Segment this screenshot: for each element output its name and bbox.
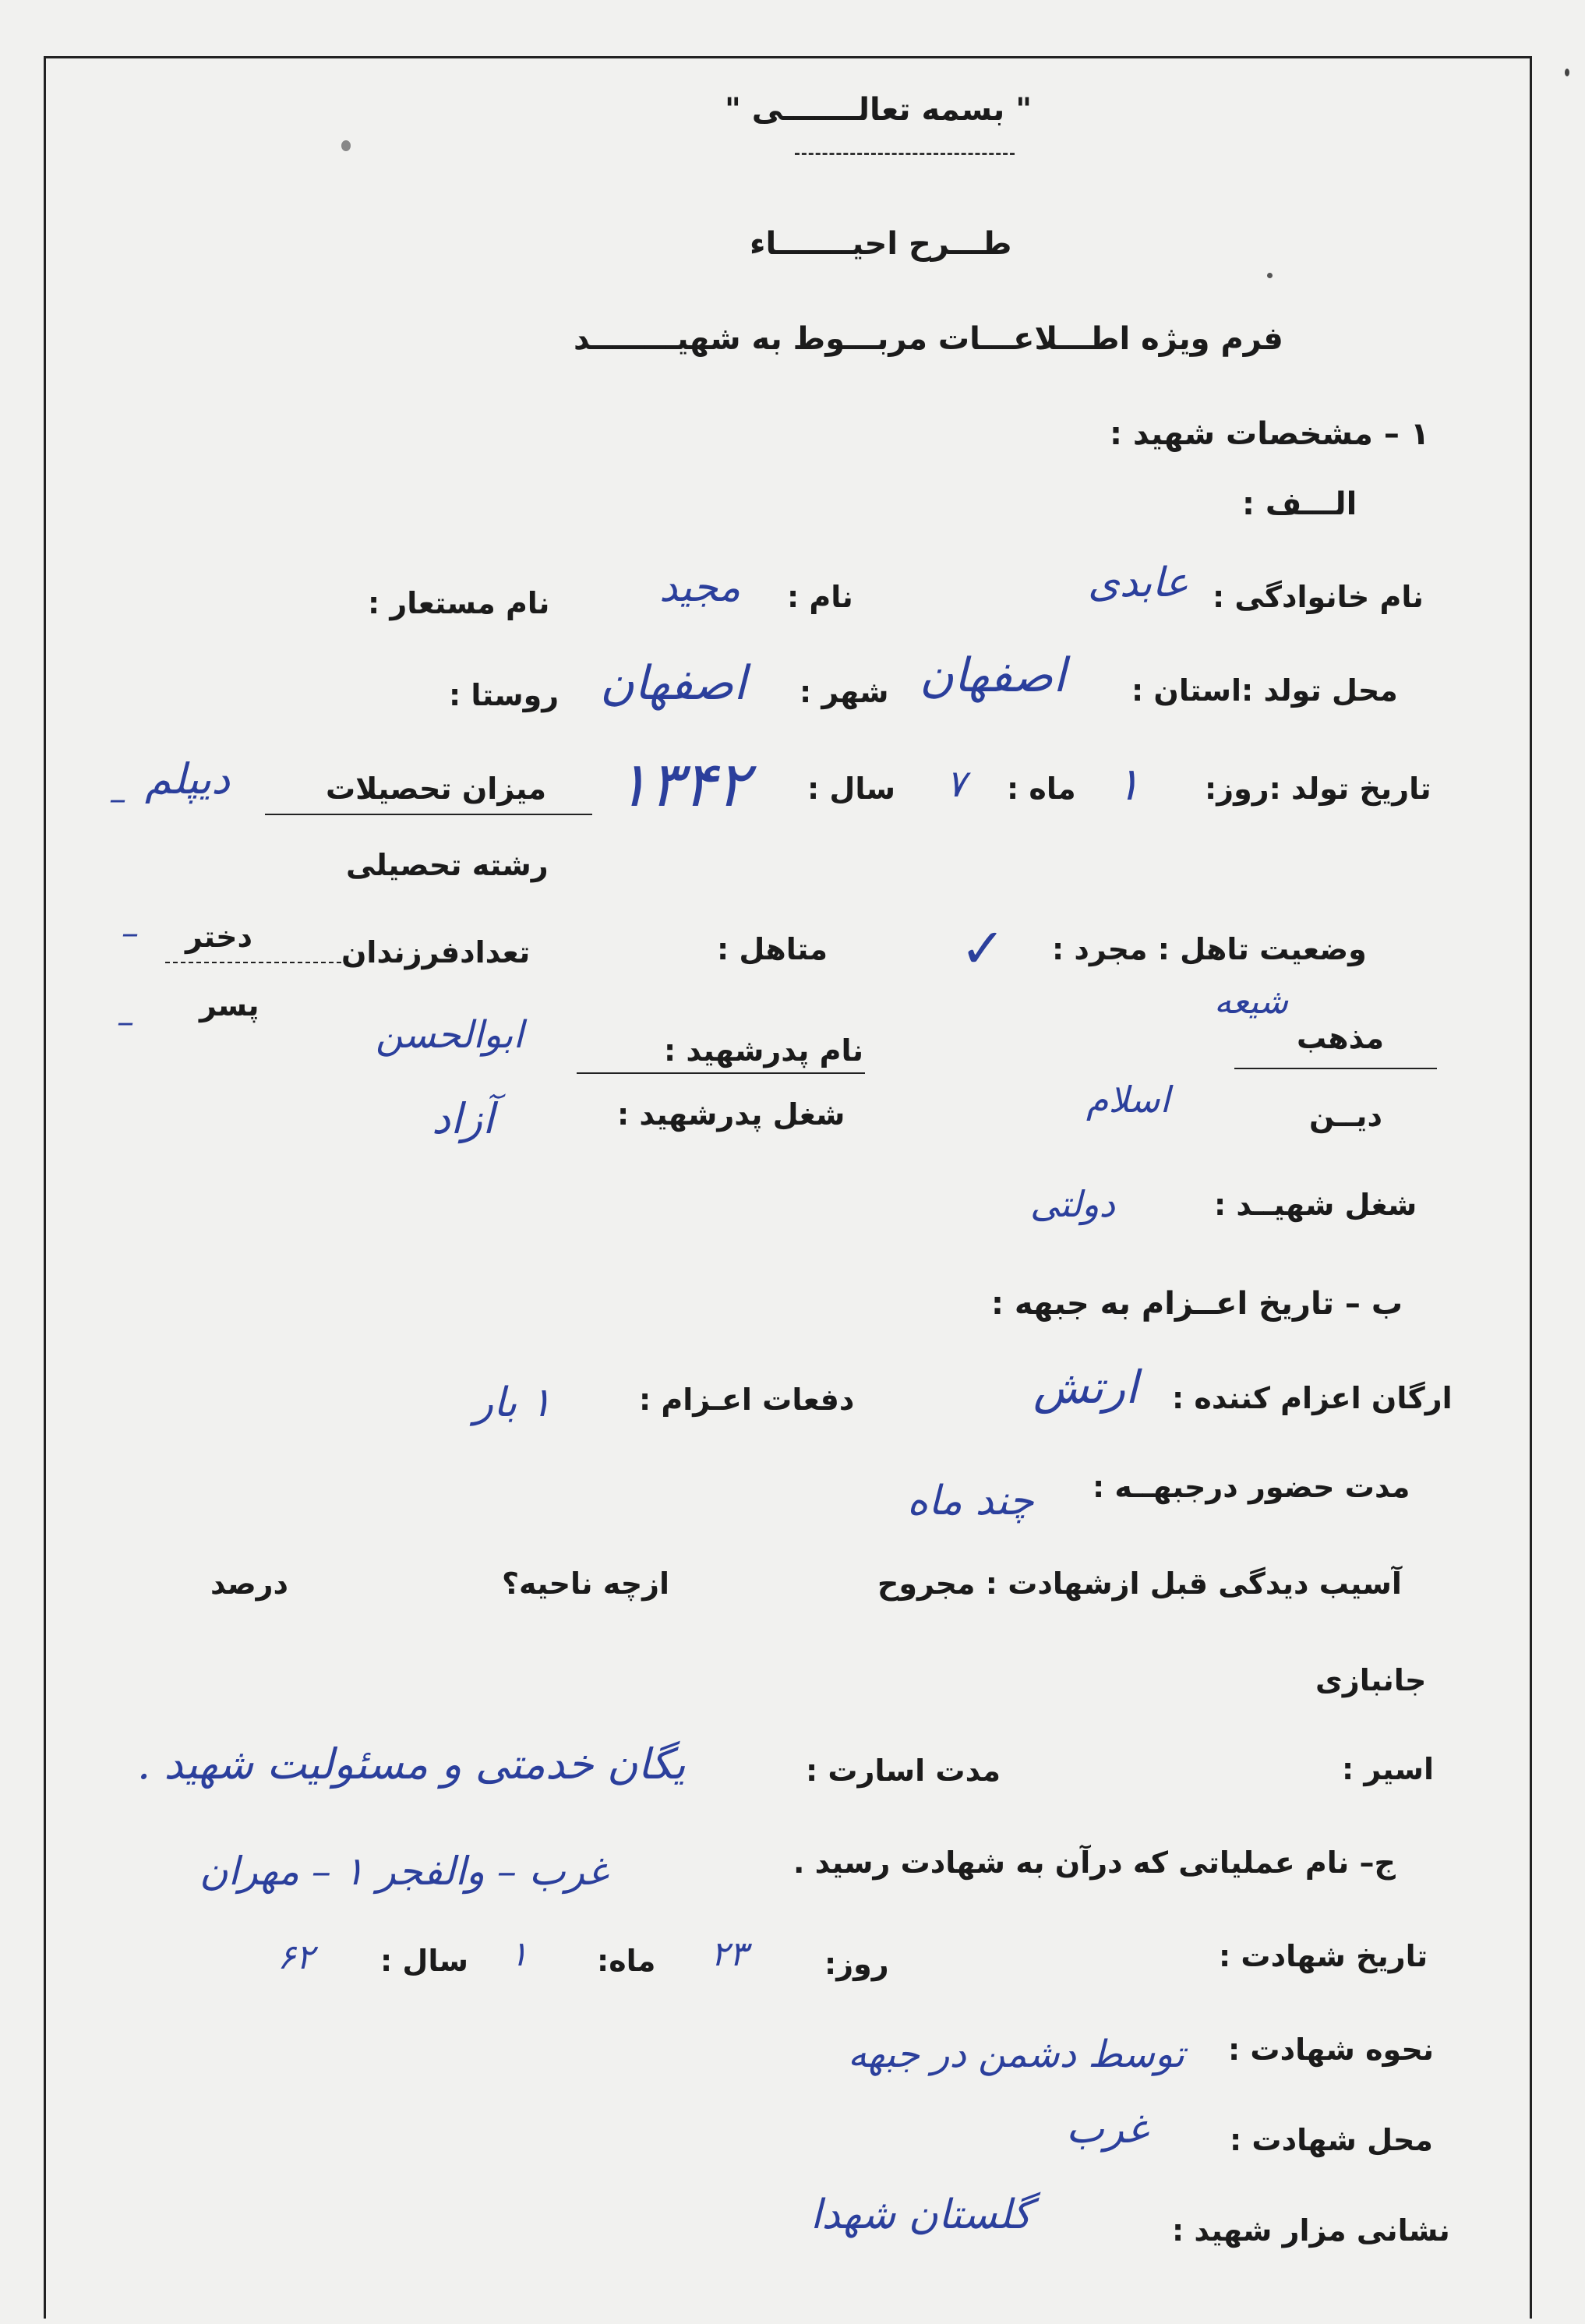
- captivity-duration-label: مدت اسارت :: [806, 1754, 1001, 1788]
- section-b-title: ب – تاريخ اعــزام به جبهه :: [991, 1286, 1403, 1322]
- heading-underline: [795, 153, 1015, 155]
- religion-value: اسلام: [1086, 1079, 1170, 1121]
- paper-speck: [1267, 273, 1273, 278]
- education-dash: –: [109, 779, 126, 819]
- captivity-note-value: یگان خدمتی و مسئولیت شهید .: [137, 1739, 686, 1789]
- dispatch-times-value: ۱ بار: [474, 1379, 552, 1426]
- martyr-job-label: شغل شهيــد :: [1214, 1188, 1417, 1222]
- daughter-label: دختر: [185, 920, 253, 954]
- bismillah-heading: " بسمه تعالـــــــی ": [725, 92, 1033, 128]
- manner-value: توسط دشمن در جبهه: [848, 2033, 1185, 2076]
- city-label: شهر :: [800, 675, 889, 709]
- education-underline: [265, 814, 592, 815]
- religion-label: ديــن: [1309, 1099, 1382, 1133]
- first-name-label: نام :: [787, 580, 853, 614]
- injury-area-label: ازچه ناحيه؟: [502, 1566, 670, 1601]
- martyrdom-day-value: ۲۳: [711, 1934, 748, 1974]
- children-count-label: تعدادفرزندان: [341, 935, 531, 970]
- disability-label: جانبازی: [1315, 1663, 1427, 1697]
- year-label: سال :: [807, 772, 896, 806]
- place-value: غرب: [1066, 2106, 1148, 2153]
- children-underline: [165, 962, 341, 963]
- sect-label: مذهب: [1297, 1021, 1385, 1055]
- martyrdom-manner-label: نحوه شهادت :: [1228, 2033, 1434, 2067]
- martyr-job-value: دولتی: [1030, 1183, 1115, 1225]
- sect-value: شیعه: [1214, 982, 1288, 1022]
- section-1-title: ۱ – مشخصات شهيد :: [1110, 416, 1430, 452]
- birthdate-day-label: تاريخ تولد :روز:: [1205, 772, 1431, 806]
- father-name-underline: [577, 1072, 865, 1074]
- education-value: دیپلم: [145, 754, 231, 804]
- martyrdom-month-value: ۱: [510, 1934, 528, 1974]
- captive-label: اسير :: [1342, 1752, 1434, 1786]
- martyrdom-place-label: محل شهادت :: [1230, 2123, 1433, 2157]
- front-duration-label: مدت حضور درجبهــه :: [1093, 1470, 1410, 1504]
- operation-name-label: ج– نام عملياتی كه درآن به شهادت رسيد .: [793, 1845, 1396, 1880]
- organization-value: ارتش: [1033, 1361, 1138, 1414]
- city-value: اصفهان: [600, 656, 747, 711]
- form-title: فرم ويژه اطـــلاعـــات مربـــوط به شهيــــــــد: [574, 321, 1283, 357]
- father-job-label: شغل پدرشهيد :: [617, 1097, 845, 1132]
- father-job-value: آزاد: [432, 1094, 495, 1143]
- martyrdom-day-label: روز:: [824, 1947, 889, 1981]
- sect-underline: [1234, 1068, 1437, 1069]
- martyrdom-date-label: تاريخ شهادت :: [1219, 1939, 1428, 1973]
- grave-address-label: نشانی مزار شهيد :: [1172, 2213, 1450, 2248]
- birth-day-value: ۱: [1116, 758, 1141, 811]
- paper-speck: [1565, 69, 1569, 76]
- family-name-label: نام خانوادگی :: [1213, 580, 1424, 614]
- son-dash: –: [117, 1002, 134, 1042]
- village-label: روستا :: [449, 678, 560, 712]
- paper-speck: [341, 140, 351, 151]
- grave-value: گلستان شهدا: [810, 2192, 1032, 2238]
- prior-injury-label: آسيب ديدگی قبل ازشهادت : مجروح: [877, 1566, 1402, 1601]
- son-label: پسر: [199, 988, 259, 1022]
- operation-value: غرب – والفجر ۱ – مهران: [199, 1849, 608, 1894]
- province-value: اصفهان: [920, 648, 1066, 703]
- marital-single-label: وضعيت تاهل : مجرد :: [1052, 932, 1367, 966]
- project-title: طـــرح احيـــــــاء: [750, 226, 1012, 262]
- martyrdom-year-value: ۶۲: [277, 1937, 315, 1977]
- family-name-value: عابدی: [1088, 560, 1189, 606]
- marital-married-label: متاهل :: [717, 932, 828, 966]
- daughter-dash: –: [122, 913, 139, 953]
- alias-label: نام مستعار :: [368, 586, 550, 620]
- birthplace-province-label: محل تولد :استان :: [1131, 673, 1398, 708]
- field-of-study-label: رشته تحصيلی: [346, 848, 549, 882]
- birth-year-value: ۱۳۴۲: [616, 748, 750, 821]
- front-duration-value: چند ماه: [907, 1478, 1034, 1524]
- part-a-label: الـــف :: [1242, 486, 1357, 522]
- dispatch-times-label: دفعات اعـزام :: [639, 1383, 855, 1417]
- martyrdom-month-label: ماه:: [597, 1944, 656, 1978]
- father-name-value: ابوالحسن: [376, 1013, 524, 1057]
- month-label: ماه :: [1007, 772, 1076, 806]
- dispatching-org-label: ارگان اعزام كننده :: [1172, 1381, 1453, 1415]
- single-checkmark: ✓: [960, 917, 1006, 980]
- martyrdom-year-label: سال :: [380, 1944, 469, 1978]
- first-name-value: مجيد: [659, 564, 741, 611]
- education-level-label: ميزان تحصيلات: [326, 772, 547, 806]
- birth-month-value: ۷: [946, 762, 966, 806]
- percent-label: درصد: [210, 1566, 289, 1601]
- father-name-label: نام پدرشهيد :: [664, 1033, 864, 1068]
